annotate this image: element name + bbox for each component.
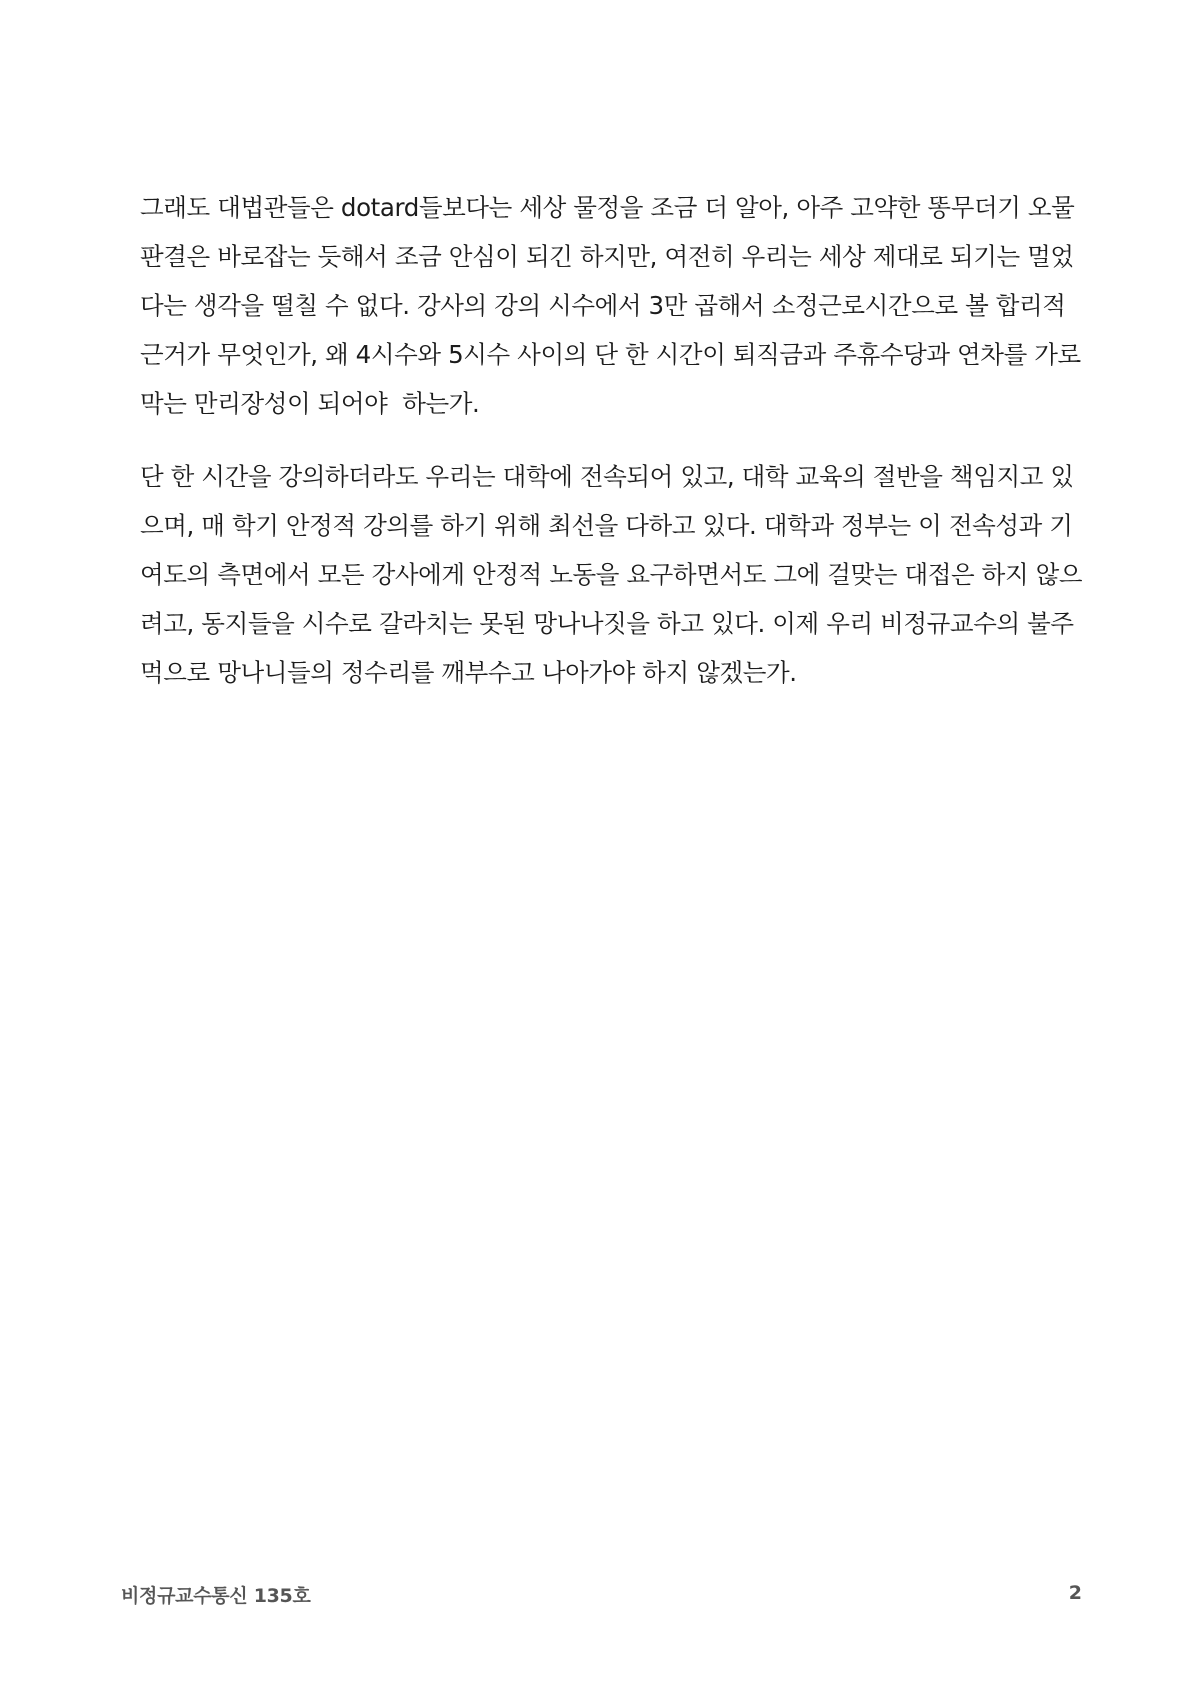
- article-body: [140, 183, 1083, 721]
- paragraph-2: [140, 452, 1083, 697]
- text-line: 그래도 대법관들은 dotard들보다는 세상 물정을 조금 더 알아, 아주 고약한 똥무더기 오물: [140, 193, 1075, 222]
- paragraph-1: [140, 183, 1081, 428]
- text-line: 려고, 동지들을 시수로 갈라치는 못된 망나나짓을 하고 있다. 이제 우리 비정규교수의 불주: [140, 609, 1074, 638]
- text-line: 판결은 바로잡는 듯해서 조금 안심이 되긴 하지만, 여전히 우리는 세상 제대로 되기는 멀었: [140, 242, 1074, 271]
- text-line: 으며, 매 학기 안정적 강의를 하기 위해 최선을 다하고 있다. 대학과 정부는 이 전속성과 기: [140, 511, 1073, 540]
- text-line: 여도의 측면에서 모든 강사에게 안정적 노동을 요구하면서도 그에 걸맞는 대접은 하지 않으: [140, 560, 1083, 589]
- text-line: 근거가 무엇인가, 왜 4시수와 5시수 사이의 단 한 시간이 퇴직금과 주휴수당과 연차를 가로: [140, 340, 1081, 369]
- page-number: 2: [1068, 1582, 1082, 1604]
- text-line: 다는 생각을 떨칠 수 없다. 강사의 강의 시수에서 3만 곱해서 소정근로시간으로 볼 합리적: [140, 291, 1066, 320]
- text-line: 먹으로 망나니들의 정수리를 깨부수고 나아가야 하지 않겠는가.: [140, 658, 797, 687]
- text-line: 막는 만리장성이 되어야 하는가.: [140, 389, 480, 418]
- text-line: 단 한 시간을 강의하더라도 우리는 대학에 전속되어 있고, 대학 교육의 절반을 책임지고 있: [140, 462, 1074, 491]
- publication-name: 비정규교수통신 135호: [121, 1585, 311, 1607]
